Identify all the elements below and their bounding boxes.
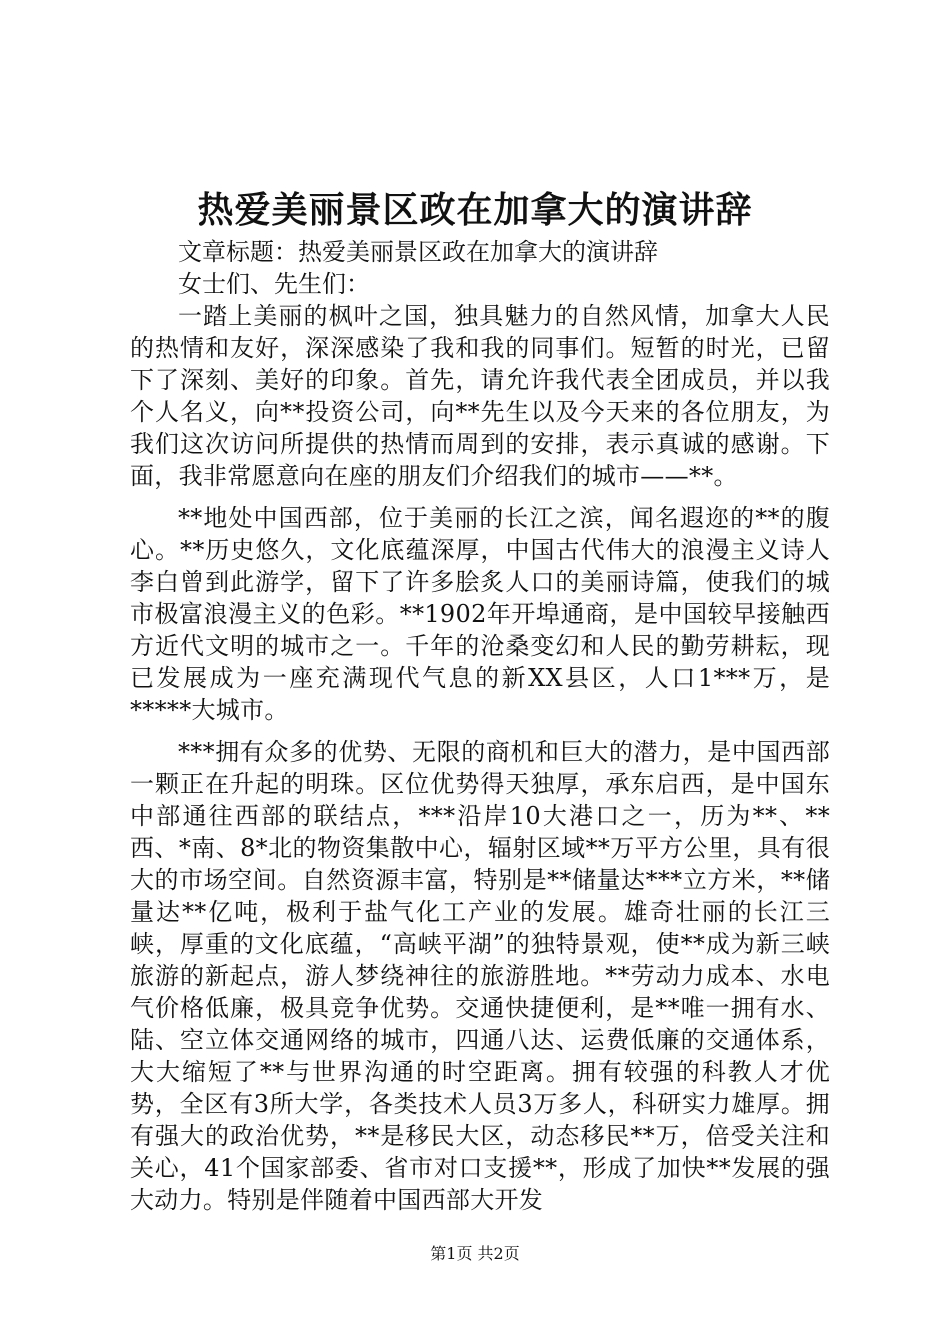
paragraph-intro: 一踏上美丽的枫叶之国，独具魅力的自然风情，加拿大人民的热情和友好，深深感染了我和我的同事们。短暂的时光，已留下了深刻、美好的印象。首先，请允许我代表全团成员，并以我个人名义，向**投资公司，向**先生以及今天来的各位朋友，为我们这次访问所提供的热情而周到的安排，表示真诚的感谢。下面，我非常愿意向在座的朋友们介绍我们的城市——**。 bbox=[130, 302, 830, 490]
paragraph-advantages: ***拥有众多的优势、无限的商机和巨大的潜力，是中国西部一颗正在升起的明珠。区位优势得天独厚，承东启西，是中国东中部通往西部的联结点，***沿岸10大港口之一，历为**、**西、*南、8*北的物资集散中心，辐射区域**万平方公里，具有很大的市场空间。自然资源丰富，特别是**储量达***立方米，**储量达**亿吨，极利于盐气化工产业的发展。雄奇壮丽的长江三峡，厚重的文化底蕴，“高峡平湖”的独特景观，使**成为新三峡旅游的新起点，游人梦绕神往的旅游胜地。**劳动力成本、水电气价格低廉，极具竞争优势。交通快捷便利，是**唯一拥有水、陆、空立体交通网络的城市，四通八达、运费低廉的交通体系，大大缩短了**与世界沟通的时空距离。拥有较强的科教人才优势，全区有3所大学，各类技术人员3万多人，科研实力雄厚。拥有强大的政治优势，**是移民大区，动态移民**万，倍受关注和关心，41个国家部委、省市对口支援**，形成了加快**发展的强大动力。特别是伴随着中国西部大开发 bbox=[130, 738, 830, 1214]
page-number-footer: 第1页 共2页 bbox=[430, 1244, 520, 1263]
document-title: 热爱美丽景区政在加拿大的演讲辞 bbox=[197, 189, 753, 231]
paragraph-history: **地处中国西部，位于美丽的长江之滨，闻名遐迩的**的腹心。**历史悠久，文化底蕴深厚，中国古代伟大的浪漫主义诗人李白曾到此游学，留下了许多脍炙人口的美丽诗篇，使我们的城市极富浪漫主义的色彩。**1902年开埠通商，是中国较早接触西方近代文明的城市之一。千年的沧桑变幻和人民的勤劳耕耘，现已发展成为一座充满现代气息的新XX县区，人口1***万，是*****大城市。 bbox=[130, 504, 830, 724]
document-body bbox=[130, 236, 830, 1226]
greeting-line: 女士们、先生们： bbox=[178, 270, 370, 298]
article-title-line: 文章标题：热爱美丽景区政在加拿大的演讲辞 bbox=[178, 238, 658, 266]
